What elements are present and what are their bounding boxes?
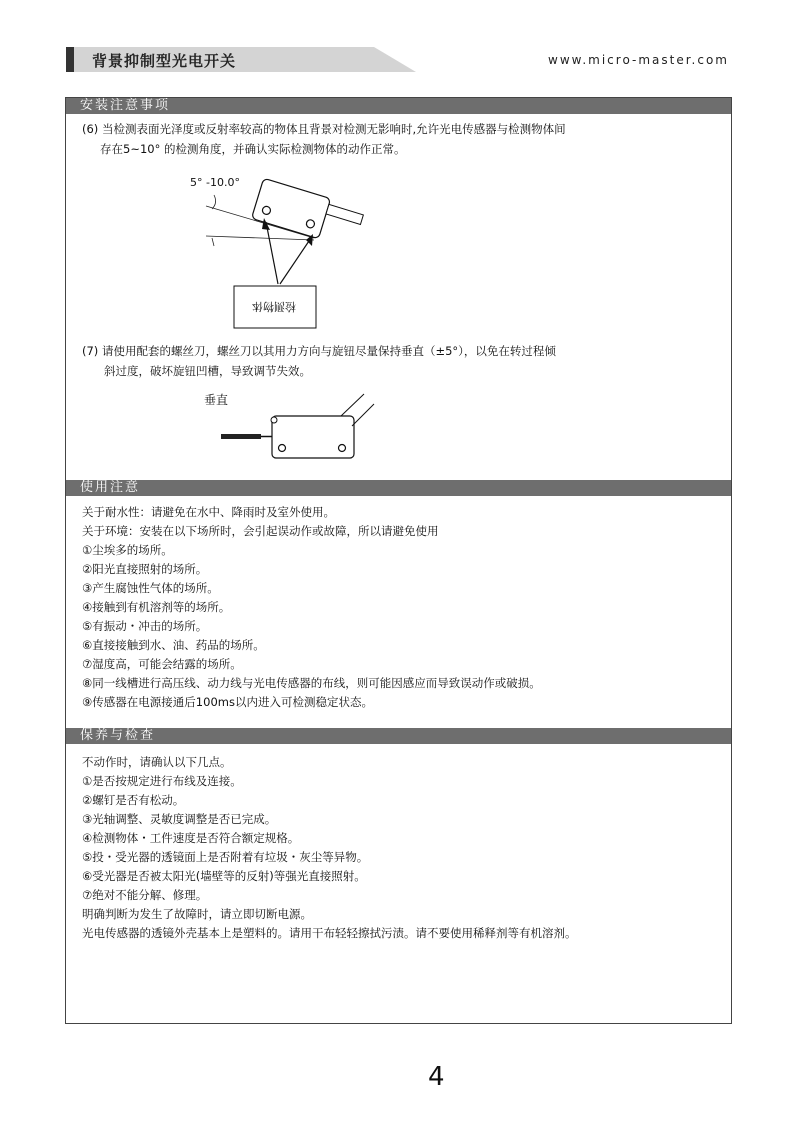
- usage-line: ③产生腐蚀性气体的场所。: [82, 581, 219, 595]
- section-header-usage: 使用注意: [66, 480, 731, 496]
- angle-label: 5° -10.0°: [190, 176, 240, 189]
- install-item-6-line-2: 存在5~10° 的检测角度，并确认实际检测物体的动作正常。: [100, 142, 406, 156]
- usage-line: ②阳光直接照射的场所。: [82, 562, 208, 576]
- maintenance-line: 明确判断为发生了故障时，请立即切断电源。: [82, 907, 312, 921]
- usage-line: ①尘埃多的场所。: [82, 543, 173, 557]
- screwdriver-diagram: [66, 98, 733, 478]
- header-accent: [66, 47, 74, 72]
- usage-line: ④接触到有机溶剂等的场所。: [82, 600, 231, 614]
- maintenance-line: ②螺钉是否有松动。: [82, 793, 185, 807]
- maintenance-line: 不动作时，请确认以下几点。: [82, 755, 232, 769]
- maintenance-line: ⑥受光器是否被太阳光(墙壁等的反射)等强光直接照射。: [82, 869, 366, 883]
- maintenance-line: ③光轴调整、灵敏度调整是否已完成。: [82, 812, 277, 826]
- section-header-maintenance: 保养与检查: [66, 728, 731, 744]
- section-header-install: 安装注意事项: [66, 98, 731, 114]
- detection-object-label: 检测物体: [252, 300, 296, 313]
- usage-line: ⑥直接接触到水、油、药品的场所。: [82, 638, 265, 652]
- install-item-7-line-1: (7) 请使用配套的螺丝刀，螺丝刀以其用力方向与旋钮尽量保持垂直（±5°），以免在转过程倾: [82, 344, 556, 358]
- maintenance-line: ⑦绝对不能分解、修理。: [82, 888, 208, 902]
- usage-line: ⑧同一线槽进行高压线、动力线与光电传感器的布线，则可能因感应而导致误动作或破损。: [82, 676, 541, 690]
- header-url: www.micro-master.com: [548, 53, 729, 67]
- page-number: 4: [428, 1062, 445, 1092]
- install-item-7-line-2: 斜过度，破坏旋钮凹槽，导致调节失效。: [104, 364, 311, 378]
- usage-line: ⑤有振动・冲击的场所。: [82, 619, 208, 633]
- maintenance-line: ①是否按规定进行布线及连接。: [82, 774, 242, 788]
- usage-line: ⑦湿度高，可能会结露的场所。: [82, 657, 242, 671]
- maintenance-line: ⑤投・受光器的透镜面上是否附着有垃圾・灰尘等异物。: [82, 850, 369, 864]
- usage-line: 关于耐水性：请避免在水中、降雨时及室外使用。: [82, 505, 335, 519]
- install-item-6-line-1: (6) 当检测表面光泽度或反射率较高的物体且背景对检测无影响时,允许光电传感器与检测物体间: [82, 122, 566, 136]
- usage-line: ⑨传感器在电源接通后100ms以内进入可检测稳定状态。: [82, 695, 373, 709]
- maintenance-line: 光电传感器的透镜外壳基本上是塑料的。请用干布轻轻擦拭污渍。请不要使用稀释剂等有机溶剂。: [82, 926, 577, 940]
- content-box: [65, 97, 732, 1024]
- maintenance-line: ④检测物体・工件速度是否符合额定规格。: [82, 831, 300, 845]
- vertical-label: 垂直: [204, 393, 229, 407]
- usage-line: 关于环境：安装在以下场所时，会引起误动作或故障，所以请避免使用: [82, 524, 439, 538]
- page-header-title: 背景抑制型光电开关: [92, 52, 237, 70]
